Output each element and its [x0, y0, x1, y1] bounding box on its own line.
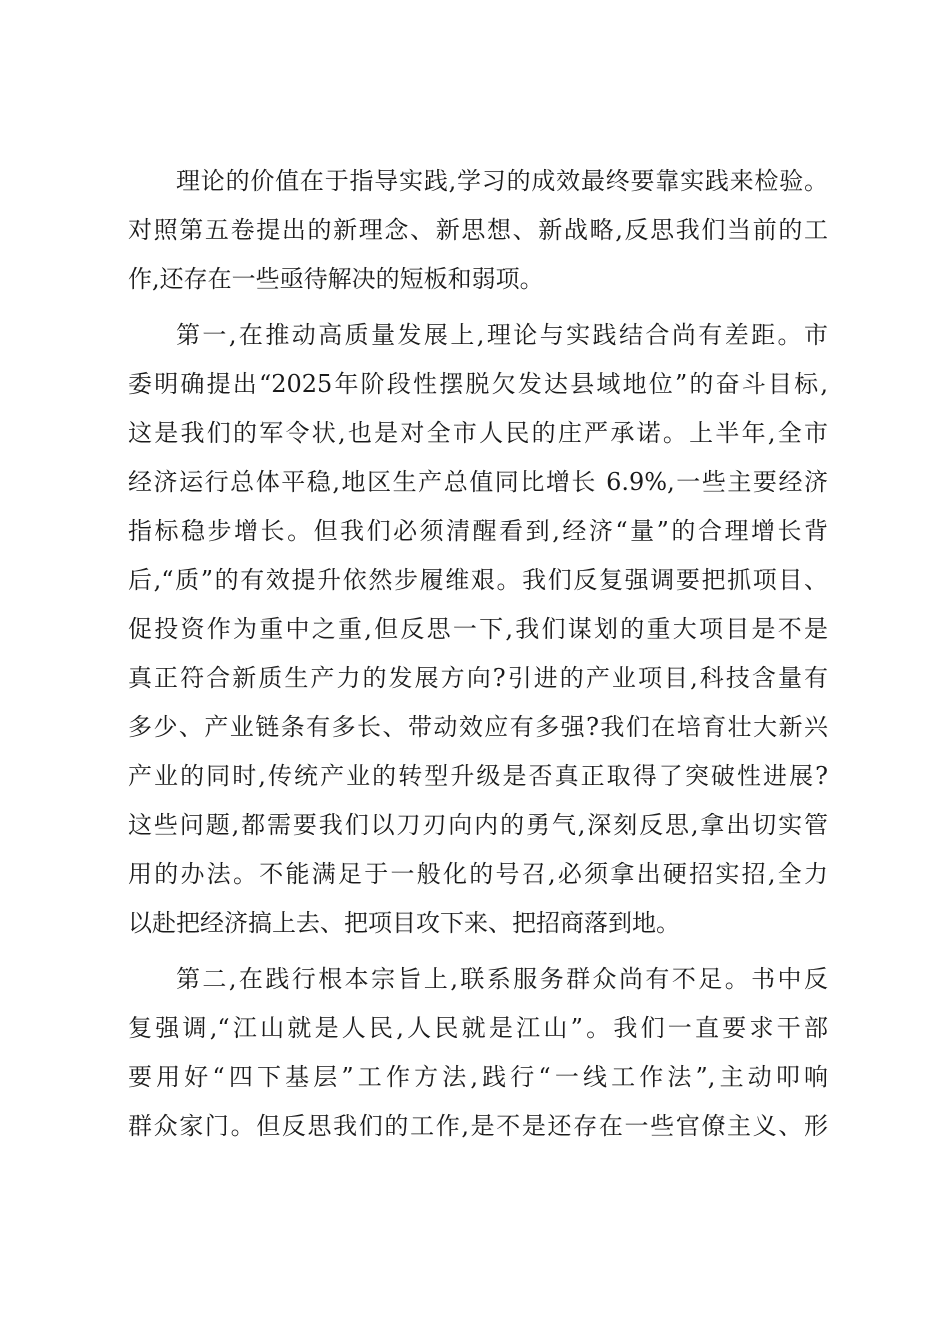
paragraph-line: 经济运行总体平稳,地区生产总值同比增长 6.9%,一些主要经济	[128, 468, 828, 496]
document-body	[128, 157, 828, 1151]
paragraph-line: 理论的价值在于指导实践,学习的成效最终要靠实践来检验。	[176, 167, 828, 195]
paragraph-line: 复强调,“江山就是人民,人民就是江山”。我们一直要求干部	[128, 1014, 828, 1042]
paragraph-line: 促投资作为重中之重,但反思一下,我们谋划的重大项目是不是	[128, 615, 828, 643]
paragraph-line: 对照第五卷提出的新理念、新思想、新战略,反思我们当前的工	[128, 216, 828, 244]
paragraph-line: 第一,在推动高质量发展上,理论与实践结合尚有差距。市	[176, 321, 828, 349]
paragraph-line: 用的办法。不能满足于一般化的号召,必须拿出硬招实招,全力	[128, 860, 828, 888]
paragraph-line: 要用好“四下基层”工作方法,践行“一线工作法”,主动叩响	[128, 1063, 828, 1091]
paragraph-2	[128, 311, 828, 948]
paragraph-line: 指标稳步增长。但我们必须清醒看到,经济“量”的合理增长背	[128, 517, 828, 545]
paragraph-line: 第二,在践行根本宗旨上,联系服务群众尚有不足。书中反	[176, 965, 828, 993]
paragraph-line: 作,还存在一些亟待解决的短板和弱项。	[128, 265, 544, 293]
paragraph-line: 以赴把经济搞上去、把项目攻下来、把招商落到地。	[128, 909, 680, 937]
paragraph-line: 多少、产业链条有多长、带动效应有多强?我们在培育壮大新兴	[128, 713, 828, 741]
paragraph-3	[128, 955, 828, 1151]
paragraph-line: 委明确提出“2025年阶段性摆脱欠发达县域地位”的奋斗目标,	[128, 370, 828, 398]
paragraph-line: 这是我们的军令状,也是对全市人民的庄严承诺。上半年,全市	[128, 419, 828, 447]
paragraph-1	[128, 157, 828, 304]
paragraph-line: 后,“质”的有效提升依然步履维艰。我们反复强调要把抓项目、	[128, 566, 828, 594]
paragraph-line: 真正符合新质生产力的发展方向?引进的产业项目,科技含量有	[128, 664, 828, 692]
paragraph-line: 这些问题,都需要我们以刀刃向内的勇气,深刻反思,拿出切实管	[128, 811, 828, 839]
paragraph-line: 群众家门。但反思我们的工作,是不是还存在一些官僚主义、形	[128, 1112, 828, 1140]
paragraph-line: 产业的同时,传统产业的转型升级是否真正取得了突破性进展?	[128, 762, 828, 790]
